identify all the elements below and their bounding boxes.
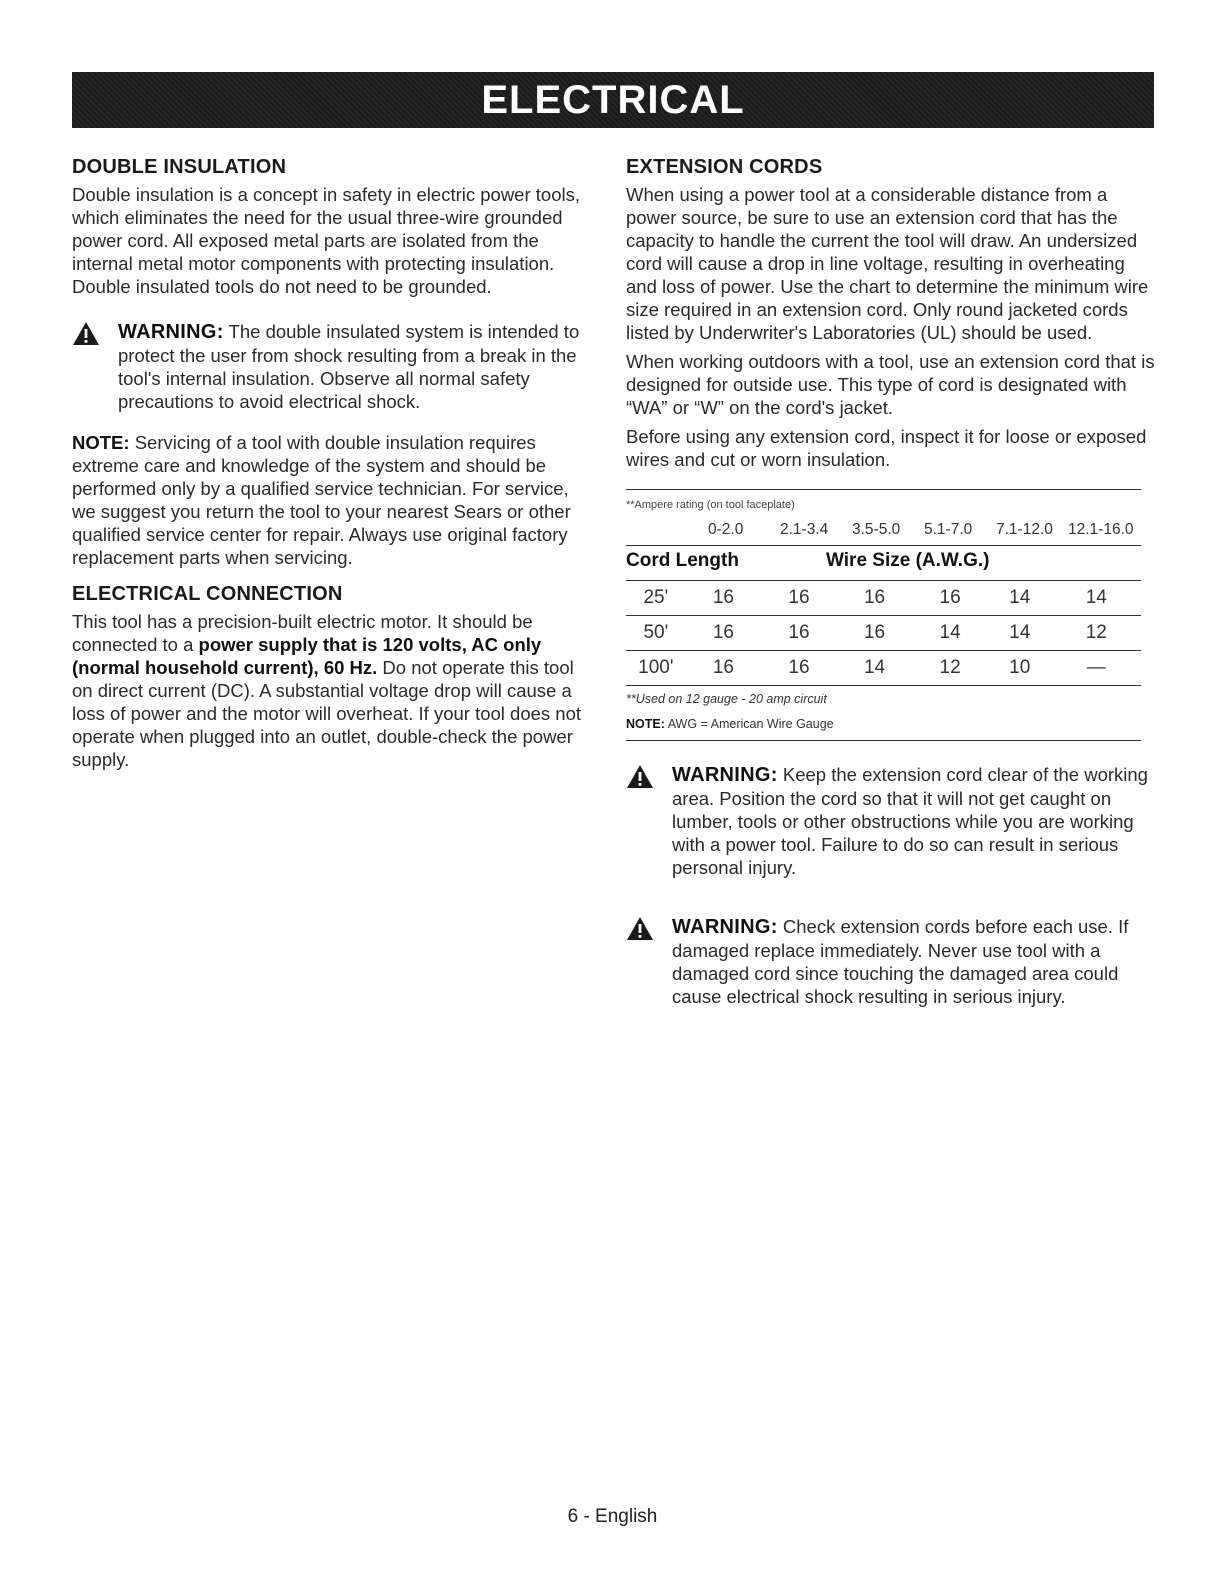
table-bottom-rule <box>626 685 1141 686</box>
table-note-text: AWG = American Wire Gauge <box>667 717 834 731</box>
ampere-range: 7.1-12.0 <box>996 521 1053 538</box>
ampere-range: 5.1-7.0 <box>924 521 973 538</box>
warning-text: The double insulated system is intended to protect the user from shock resulting from a break in the tool's internal insulation. Observe all normal safety precautions to avoid electrical shock. <box>118 321 580 412</box>
ampere-note: **Ampere rating (on tool faceplate) <box>626 499 795 511</box>
connection-power-requirement: power supply that is 120 volts, AC only (normal household current), 60 Hz. <box>72 634 542 678</box>
double-insulation-body: Double insulation is a concept in safety in electric power tools, which eliminates the need for the usual three-wire grounded power cord. All exposed metal parts are isolated from the internal metal motor components with protecting insulation. Double insulated tools do not need to be grounded. <box>72 184 580 297</box>
table-cell: 50' <box>643 622 669 643</box>
col-cord-length: Cord Length <box>626 550 739 571</box>
table-cell: 14 <box>1085 587 1107 608</box>
table-cell: 14 <box>1009 622 1031 643</box>
banner-title: ELECTRICAL <box>481 77 745 122</box>
table-cell: 12 <box>1085 622 1107 643</box>
table-cell: 100' <box>638 657 674 678</box>
table-row <box>626 580 1141 615</box>
ampere-range: 0-2.0 <box>708 521 744 538</box>
table-cell: 16 <box>712 587 734 608</box>
warning-label: WARNING: <box>118 321 224 343</box>
page-footer: 6 - English <box>567 1506 658 1527</box>
note-text: Servicing of a tool with double insulation requires extreme care and knowledge of the system and should be performed only by a qualified service technician. For service, we suggest you return the tool to your nearest Sears or other qualified service center for repair. Always use original factory replacement parts when servicing. <box>72 432 571 568</box>
table-top-rule <box>626 489 1141 490</box>
extension-cords-p1: When using a power tool at a considerable distance from a power source, be sure to use an extension cord that has the capacity to handle the current the tool will draw. An undersized cord will cause a drop in line voltage, resulting in overheating and loss of power. Use the chart to determine the minimum wire size required in an extension cord. Only round jacketed cords listed by Underwriter's Laboratories (UL) should be used. <box>626 184 1149 343</box>
col-wire-size: Wire Size (A.W.G.) <box>826 550 990 571</box>
table-cell: 16 <box>712 657 734 678</box>
table-cell: 16 <box>712 622 734 643</box>
section-banner <box>72 72 1154 128</box>
table-cell: 10 <box>1009 657 1031 678</box>
warning-label: WARNING: <box>672 764 778 786</box>
ampere-range-row <box>626 521 1141 539</box>
table-row <box>626 650 1141 685</box>
table-header <box>626 546 1141 580</box>
warning-text: Keep the extension cord clear of the working area. Position the cord so that it will not get caught on lumber, tools or other obstructions while you are working with a power tool. Failure to do so can result in serious personal injury. <box>672 764 1148 878</box>
extension-cord-table <box>626 489 1141 741</box>
ampere-range: 3.5-5.0 <box>852 521 901 538</box>
connection-text-before: This tool has a precision-built electric motor. It should be connected to a <box>72 611 533 655</box>
extension-cords-p2: When working outdoors with a tool, use an extension cord that is designed for outside use. This type of cord is designated with “WA” or “W” on the cord's jacket. <box>626 351 1155 418</box>
table-cell: 14 <box>863 657 886 678</box>
table-cell: 25' <box>643 587 669 608</box>
table-cell: 16 <box>939 587 961 608</box>
extension-cords-p3: Before using any extension cord, inspect it for loose or exposed wires and cut or worn insulation. <box>626 426 1147 470</box>
warning-extension-cord-clear <box>626 763 1156 879</box>
electrical-connection-heading: ELECTRICAL CONNECTION <box>72 583 343 605</box>
warning-check-cords <box>626 915 1156 1008</box>
warning-label: WARNING: <box>672 916 778 938</box>
table-footnote: **Used on 12 gauge - 20 amp circuit <box>626 692 827 706</box>
warning-triangle-icon <box>72 321 100 346</box>
table-note-label: NOTE: <box>626 717 665 731</box>
table-row <box>626 615 1141 650</box>
warning-triangle-icon <box>626 764 654 789</box>
table-cell: 16 <box>788 587 810 608</box>
ampere-range: 2.1-3.4 <box>780 521 829 538</box>
table-cell: 16 <box>788 622 810 643</box>
table-cell: 14 <box>1009 587 1031 608</box>
table-cell: 16 <box>863 622 886 643</box>
double-insulation-heading: DOUBLE INSULATION <box>72 156 287 178</box>
warning-double-insulation <box>72 320 592 413</box>
table-cell: 16 <box>788 657 810 678</box>
left-column <box>72 156 592 777</box>
note-paragraph <box>72 431 592 569</box>
table-cell: 16 <box>863 587 886 608</box>
table-cell: — <box>1086 657 1106 678</box>
table-note <box>626 713 1141 736</box>
electrical-connection-body <box>72 610 592 771</box>
extension-cords-heading: EXTENSION CORDS <box>626 156 823 178</box>
connection-text-after: Do not operate this tool on direct current (DC). A substantial voltage drop will cause a loss of power and the motor will overheat. If your tool does not operate when plugged into an outlet, double-check the power supply. <box>72 657 582 770</box>
note-label: NOTE: <box>72 432 130 453</box>
ampere-range: 12.1-16.0 <box>1068 521 1134 538</box>
right-column <box>626 156 1156 1018</box>
warning-triangle-icon <box>626 916 654 941</box>
table-cell: 12 <box>939 657 961 678</box>
warning-text: Check extension cords before each use. If damaged replace immediately. Never use tool with a damaged cord since touching the damaged area could cause electrical shock resulting in serious injury. <box>672 916 1129 1007</box>
table-cell: 14 <box>939 622 961 643</box>
table-end-rule <box>626 740 1141 741</box>
